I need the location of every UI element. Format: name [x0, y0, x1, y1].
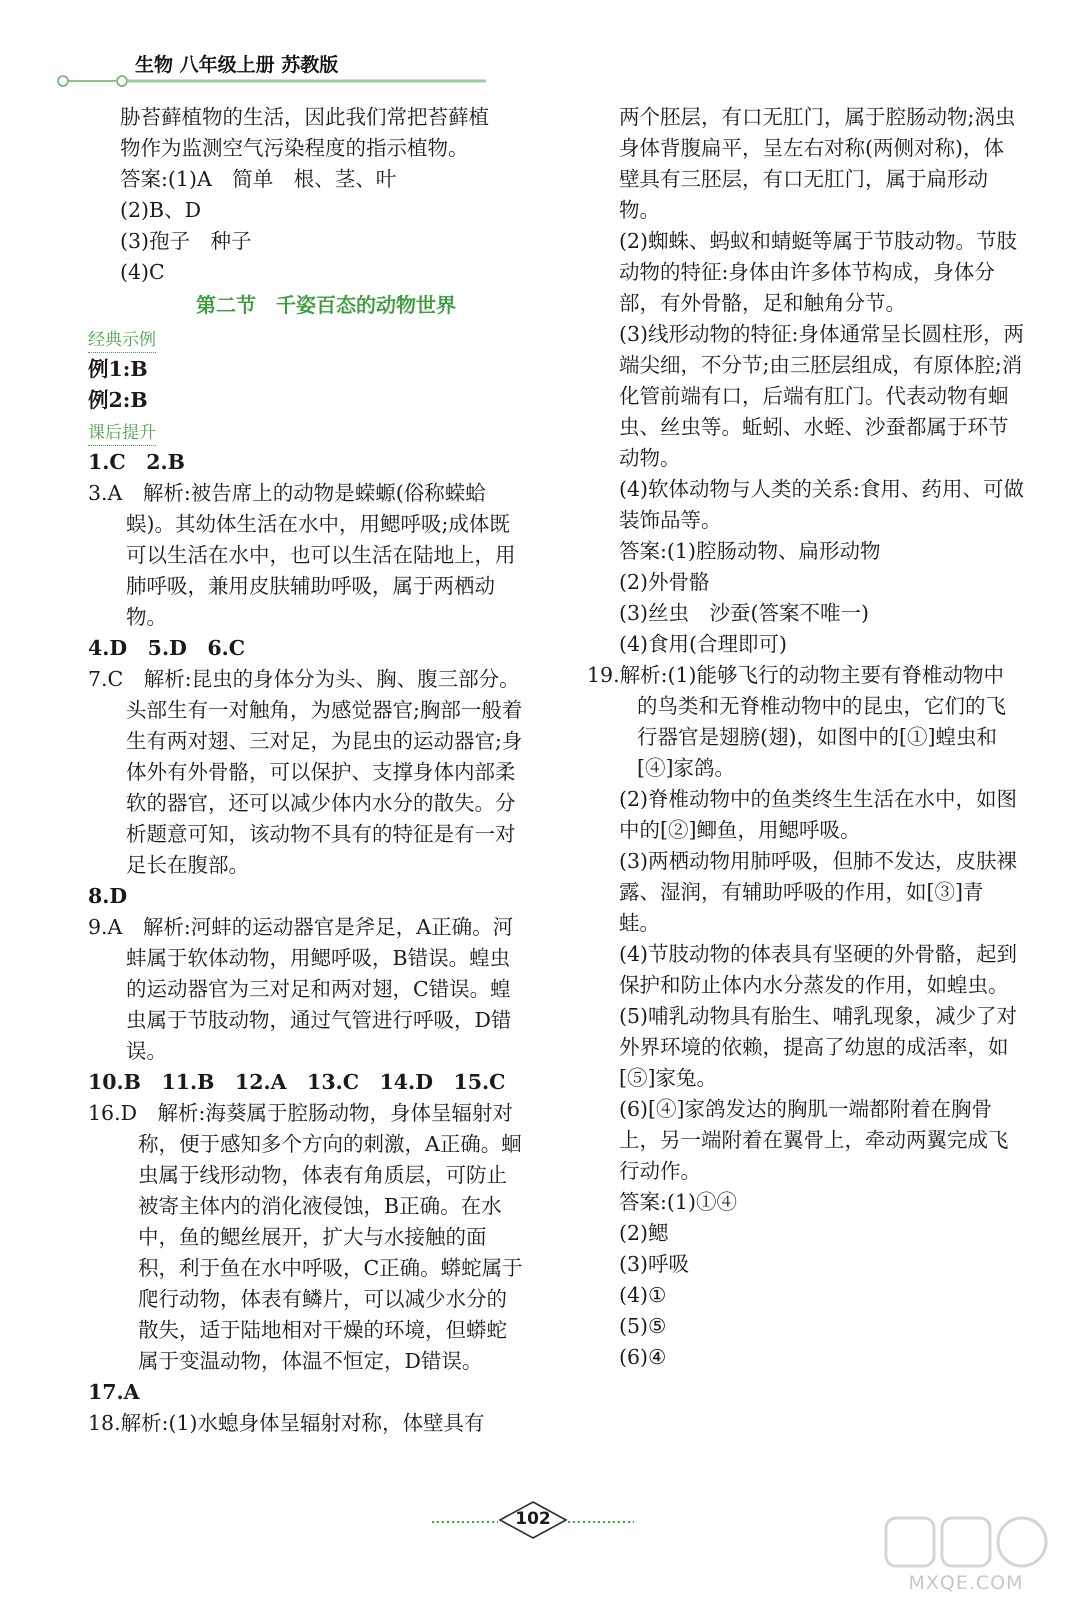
answer-paragraph: (4)C: [120, 260, 165, 284]
answer-item: (3)呼吸: [619, 1252, 690, 1276]
answer-item: (4)食用(合理即可): [619, 632, 788, 656]
answer-item: 8.D: [88, 884, 128, 908]
answer-item: 答案:(1)①④: [619, 1190, 737, 1214]
footer-dots-right: [568, 1520, 634, 1524]
answer-item: (6)[④]家鸽发达的胸肌一端都附着在胸骨上，另一端附着在翼骨上，牵动两翼完成飞行动作。: [619, 1097, 1009, 1183]
example-answer: 例1:B: [88, 357, 148, 381]
left-top-block: [88, 102, 524, 288]
left-answers-block: [88, 447, 524, 1439]
section-title: 第二节 千姿百态的动物世界: [196, 293, 456, 317]
page-header: [0, 44, 1066, 94]
watermark-logo: [876, 1512, 1056, 1592]
answer-item: (2)鳃: [619, 1221, 669, 1245]
left-column: [88, 102, 524, 1439]
answer-item: (4)节肢动物的体表具有坚硬的外骨骼，起到保护和防止体内水分蒸发的作用，如蝗虫。: [619, 942, 1018, 997]
example-answer: 例2:B: [88, 388, 148, 412]
right-answers-block: [587, 102, 1024, 1373]
answer-item: (2)外骨骼: [619, 570, 710, 594]
answer-item: (6)④: [619, 1345, 667, 1369]
answer-item: (3)两栖动物用肺呼吸，但肺不发达，皮肤裸露、湿润，有辅助呼吸的作用，如[③]青蛙。: [619, 849, 1018, 935]
answer-item: 3.A 解析:被告席上的动物是蝾螈(俗称蝾蛤蜈)。其幼体生活在水中，用鳃呼吸;成体既可以生活在水中，也可以生活在陆地上，用肺呼吸，兼用皮肤辅助呼吸，属于两栖动物。: [88, 481, 516, 629]
page-number: 102: [515, 1509, 551, 1529]
watermark-text: MXQE.COM: [908, 1572, 1024, 1594]
answer-item: 两个胚层，有口无肛门，属于腔肠动物;涡虫身体背腹扁平，呈左右对称(两侧对称)，体壁具有三胚层，有口无肛门，属于扁形动物。: [619, 105, 1016, 222]
answer-item: (3)丝虫 沙蚕(答案不唯一): [619, 601, 870, 625]
watermark-graphic: [876, 1512, 1056, 1572]
answer-item: 16.D 解析:海葵属于腔肠动物，身体呈辐射对称，便于感知多个方向的刺激，A正确。蛔虫属于线形动物，体表有角质层，可防止被寄主体内的消化液侵蚀，B正确。在水中，鱼的鳃丝展开，扩大与水接触的面积，利于鱼在水中呼吸，C正确。蟒蛇属于爬行动物，体表有鳞片，可以减少水分的散失，适于陆地相对干燥的环境，但蟒蛇属于变温动物，体温不恒定，D错误。: [88, 1101, 523, 1373]
examples-label: 经典示例: [88, 328, 156, 353]
answer-paragraph: 胁苔藓植物的生活，因此我们常把苔藓植: [120, 105, 489, 129]
answer-item: 7.C 解析:昆虫的身体分为头、胸、腹三部分。头部生有一对触角，为感觉器官;胸部一般着生有两对翅、三对足，为昆虫的运动器官;身体外有外骨骼，可以保护、支撑身体内部柔软的器官，还可以减少体内水分的散失。分析题意可知，该动物不具有的特征是有一对足长在腹部。: [88, 667, 523, 877]
after-class-label: 课后提升: [88, 421, 156, 446]
answer-item: 9.A 解析:河蚌的运动器官是斧足，A正确。河蚌属于软体动物，用鳃呼吸，B错误。蝗虫的运动器官为三对足和两对翅，C错误。蝗虫属于节肢动物，通过气管进行呼吸，D错误。: [88, 915, 514, 1063]
page-number-badge: [498, 1500, 568, 1540]
answer-item: 19.解析:(1)能够飞行的动物主要有脊椎动物中的鸟类和无脊椎动物中的昆虫，它们的飞行器官是翅膀(翅)，如图中的[①]蝗虫和[④]家鸽。: [587, 663, 1006, 780]
answer-item: (4)①: [619, 1283, 667, 1307]
answer-paragraph: (3)孢子 种子: [120, 229, 252, 253]
answer-paragraph: 物作为监测空气污染程度的指示植物。: [120, 136, 469, 160]
answer-item: (2)脊椎动物中的鱼类终生生活在水中，如图中的[②]鲫鱼，用鳃呼吸。: [619, 787, 1018, 842]
right-column: [587, 102, 1024, 1373]
answer-item: (3)线形动物的特征:身体通常呈长圆柱形，两端尖细，不分节;由三胚层组成，有原体腔;消化管前端有口，后端有肛门。代表动物有蛔虫、丝虫等。蚯蚓、水蛭、沙蚕都属于环节动物。: [619, 322, 1024, 470]
footer-dots-left: [432, 1520, 498, 1524]
answer-item: (4)软体动物与人类的关系:食用、药用、可做装饰品等。: [619, 477, 1024, 532]
answer-item: 答案:(1)腔肠动物、扁形动物: [619, 539, 881, 563]
answer-item: 17.A: [88, 1380, 140, 1404]
answer-item: 1.C 2.B: [88, 450, 185, 474]
header-decoration-line: [56, 74, 496, 90]
header-title: 生物 八年级上册 苏教版: [135, 54, 339, 76]
answer-item: (5)⑤: [619, 1314, 667, 1338]
answer-item: 10.B 11.B 12.A 13.C 14.D 15.C: [88, 1070, 506, 1094]
answer-item: (2)蜘蛛、蚂蚁和蜻蜓等属于节肢动物。节肢动物的特征:身体由许多体节构成，身体分部，有外骨骼，足和触角分节。: [619, 229, 1018, 315]
answer-item: 4.D 5.D 6.C: [88, 636, 246, 660]
answer-item: 18.解析:(1)水螅身体呈辐射对称，体壁具有: [88, 1411, 485, 1435]
answer-paragraph: (2)B、D: [120, 198, 202, 222]
answer-paragraph: 答案:(1)A 简单 根、茎、叶: [120, 167, 397, 191]
answer-item: (5)哺乳动物具有胎生、哺乳现象，减少了对外界环境的依赖，提高了幼崽的成活率，如[⑤]家兔。: [619, 1004, 1018, 1090]
